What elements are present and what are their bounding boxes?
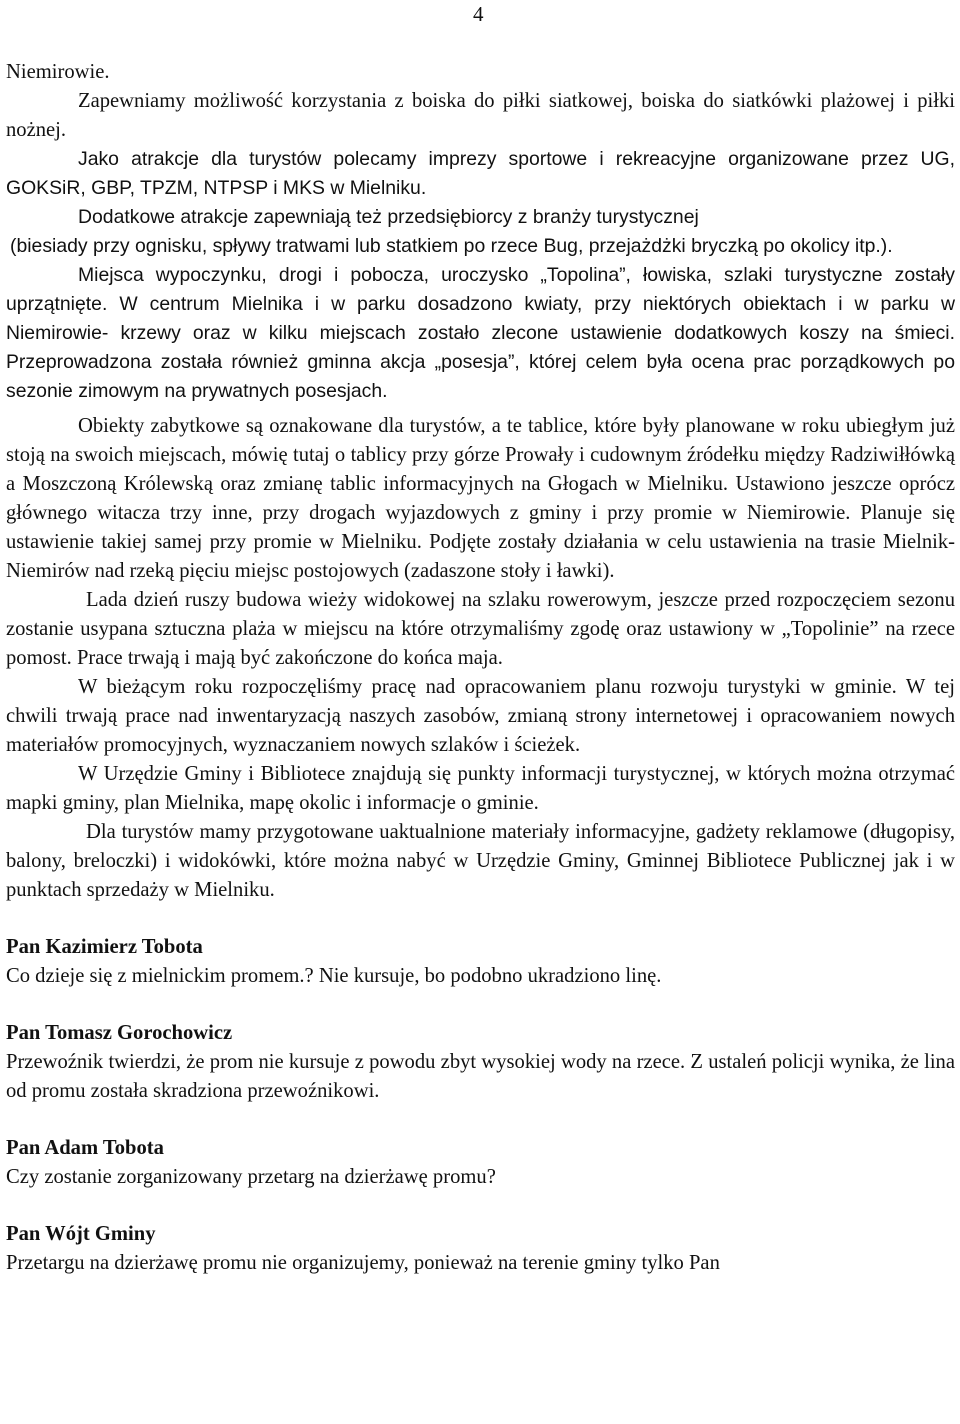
speaker-name: Pan Wójt Gminy — [6, 1223, 156, 1245]
text-miejsca: Miejsca wypoczynku, drogi i pobocza, uroczysko „Topolina”, łowiska, szlaki turystyczne zostały uprzątnięte. — [6, 264, 955, 315]
paragraph-przedsiebiorcy: Dodatkowe atrakcje zapewniają też przedsiębiorcy z branży turystycznej — [78, 206, 699, 228]
paragraph-atrakcje: Jako atrakcje dla turystów polecamy imprezy sportowe i rekreacyjne organizowane przez UG, GOKSiR, GBP, TPZM, NTPSP i MKS w Mielniku. — [6, 148, 955, 199]
speaker-statement: Przewoźnik twierdzi, że prom nie kursuje z powodu zbyt wysokiej wody na rzece. Z ustaleń policji wynika, że lina od promu została skradziona przewoźnikowi. — [6, 1051, 955, 1102]
paragraph-wieza: Lada dzień ruszy budowa wieży widokowej na szlaku rowerowym, jeszcze przed rozpoczęciem sezonu zostanie usypana sztuczna plaża w miejscu na które otrzymaliśmy zgodę oraz ustawiony w „Topolinie” na rzece pomost. Prace trwają i mają być zakończone do końca maja. — [6, 589, 955, 669]
paragraph-miejsca-wypoczynku — [6, 261, 955, 406]
speaker-statement: Przetargu na dzierżawę promu nie organizujemy, ponieważ na terenie gminy tylko Pan — [6, 1252, 720, 1274]
text-posesja: Przeprowadzona została również gminna akcja „posesja”, której celem była ocena prac porządkowych po sezonie zimowym na prywatnych posesjach. — [6, 351, 955, 402]
paragraph-informacja: W Urzędzie Gminy i Bibliotece znajdują się punkty informacji turystycznej, w których można otrzymać mapki gminy, plan Mielnika, mapę okolic i informacje o gminie. — [6, 763, 955, 814]
speaker-statement: Czy zostanie zorganizowany przetarg na dzierżawę promu? — [6, 1166, 496, 1188]
page-number: 4 — [473, 2, 484, 26]
document-body — [6, 58, 955, 1278]
text-centrum: W centrum Mielnika i w parku dosadzono kwiaty, przy niektórych obiektach i w parku w Niemirowie- krzewy oraz w kilku miejscach zostało zlecone ustawienie dodatkowych koszy na śmieci. — [6, 293, 956, 344]
paragraph-zabytki: Obiekty zabytkowe są oznakowane dla turystów, a te tablice, które były planowane w roku ubiegłym już stoją na swoich miejscach, mówię tutaj o tablicy przy górze Prowały i cudownym źródełku między Radziwiłłówką a Moszczoną Królewską oraz zmianę tablic informacyjnych na Głogach w Mielniku. Ustawiono jeszcze oprócz głównego witacza trzy inne, przy drogach wyjazdowych z gminy i przy promie w Niemirowie. Planuje się ustawienie takiej samej przy promie w Mielniku. Podjęte zostały działania w celu ustawienia na trasie Mielnik-Niemirów nad rzeką pięciu miejsc postojowych (zadaszone stoły i ławki). — [6, 415, 955, 582]
speaker-name: Pan Adam Tobota — [6, 1137, 164, 1159]
speaker-name: Pan Kazimierz Tobota — [6, 936, 203, 958]
speaker-name: Pan Tomasz Gorochowicz — [6, 1022, 233, 1044]
paragraph-biesiady: (biesiady przy ognisku, spływy tratwami lub statkiem po rzece Bug, przejażdżki bryczką po okolicy itp.). — [10, 235, 893, 257]
paragraph-materialy: Dla turystów mamy przygotowane uaktualnione materiały informacyjne, gadżety reklamowe (długopisy, balony, breloczki) i widokówki, które można nabyć w Urzędzie Gminy, Gminnej Bibliotece Publicznej jak i w punktach sprzedaży w Mielniku. — [6, 821, 955, 901]
paragraph-boiska: Zapewniamy możliwość korzystania z boiska do piłki siatkowej, boiska do siatkówki plażowej i piłki nożnej. — [6, 90, 955, 141]
paragraph-niemirowie: Niemirowie. — [6, 61, 110, 83]
paragraph-plan-rozwoju: W bieżącym roku rozpoczęliśmy pracę nad opracowaniem planu rozwoju turystyki w gminie. W tej chwili trwają prace nad inwentaryzacją naszych zasobów, zmianą strony internetowej i opracowaniem nowych materiałów promocyjnych, wyznaczaniem nowych szlaków i ścieżek. — [6, 676, 955, 756]
speaker-statement: Co dzieje się z mielnickim promem.? Nie kursuje, bo podobno ukradziono linę. — [6, 965, 662, 987]
